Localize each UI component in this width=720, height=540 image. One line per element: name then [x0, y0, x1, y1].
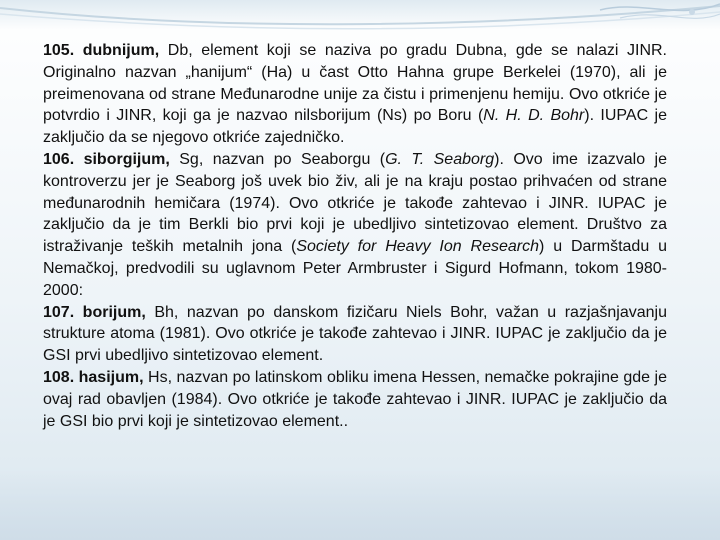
paragraph-italic-name: Society for Heavy Ion Research [296, 238, 540, 256]
paragraph-text: Hs, nazvan po latinskom obliku imena Hessen, nemačke pokrajine gde je ovaj rad obavljen (1984). Ovo otkriće je takođe zahtevao i JINR. IUPAC je zaključio da je GSI bio prvi koji je sintetizovao element.. [43, 368, 667, 430]
bottom-decoration [0, 470, 720, 540]
paragraph-text: Bh, nazvan po danskom fizičaru Niels Bohr, važan u razjašnjavanju strukture atoma (1981). Ovo otkriće je takođe zahtevao i JINR. IUPAC je zaključio da je GSI prvi ubedljivo sintetizovao element. [43, 303, 667, 365]
paragraph-heading: 106. siborgijum, [43, 150, 170, 168]
paragraph-text: ) u Darmštadu u Nemačkoj, predvodili su uglavnom Peter Armbruster i Sigurd Hofmann, tokom 1980-2000: [43, 238, 667, 299]
element-paragraph-108 [43, 367, 667, 432]
paragraph-text: Db, element koji se naziva po gradu Dubna, gde se nalazi JINR. Originalno nazvan „hanijum“ (Ha) u čast Otto Hahna grupe Berkelei (1970), ali je preimenovana od strane Međunarodne unije za čistu i primenjenu hemiju. Ovo otkriće je potvrdio i JINR, koji ga je nazvao nilsborijum (Ns) po Boru ( [43, 42, 668, 125]
element-paragraph-106 [43, 149, 667, 302]
paragraph-text: ). IUPAC je zaključio da se njegovo otkriće zajedničko. [43, 107, 667, 147]
paragraph-italic-name: G. T. Seaborg [385, 150, 495, 168]
paragraph-heading: 107. borijum, [43, 303, 146, 321]
slide-body [43, 40, 667, 432]
paragraph-heading: 105. dubnijum, [43, 42, 160, 59]
element-paragraph-105 [43, 40, 667, 149]
paragraph-text: ). Ovo ime izazvalo je kontroverzu jer je Seaborg još uvek bio živ, ali je na kraju postao prihvaćen od strane međunarodnih hemičara (1974). Ovo otkriće je takođe zahtevao i JINR. IUPAC je zaključio da je tim Berkli bio prvi koji je ubedljivo sintetizovao element. Društvo za istraživanje teških metalnih jona ( [43, 150, 667, 256]
paragraph-italic-name: N. H. D. Bohr [483, 107, 585, 125]
element-paragraph-107 [43, 302, 667, 367]
paragraph-text: Sg, nazvan po Seaborgu ( [169, 150, 386, 168]
paragraph-heading: 108. hasijum, [43, 368, 144, 386]
